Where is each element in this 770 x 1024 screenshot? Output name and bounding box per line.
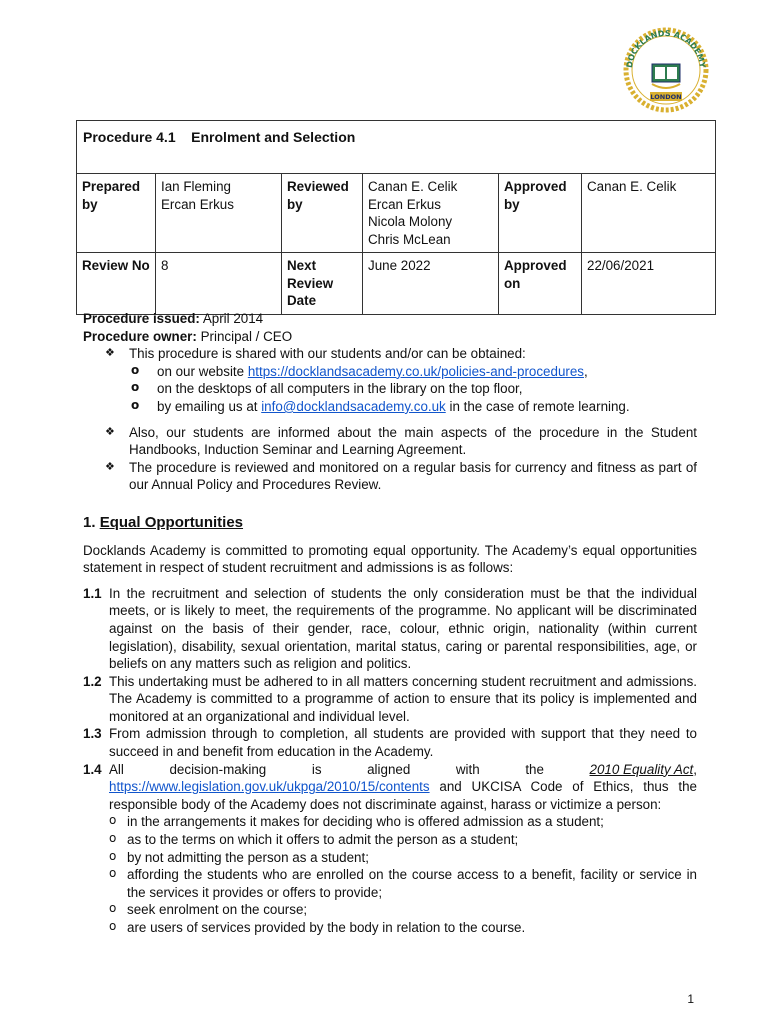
list-item: ❖ The procedure is reviewed and monitored on a regular basis for currency and fitness as part of our Annual Policy and Procedures Review.	[105, 459, 697, 494]
equality-act-title: 2010 Equality Act	[589, 761, 694, 777]
procedure-issued: Procedure issued: April 2014	[83, 311, 264, 326]
list-item: o are users of services provided by the body in relation to the course.	[109, 919, 697, 937]
docklands-academy-logo	[618, 22, 714, 114]
approved-on-label: Approved on	[499, 253, 582, 315]
next-review-label: Next Review Date	[282, 253, 363, 315]
policies-link[interactable]: https://docklandsacademy.co.uk/policies-and-procedures	[247, 363, 584, 379]
logo-arc-bottom: LONDON	[650, 93, 682, 101]
availability-list	[83, 345, 697, 363]
clause-1-4-first-line: All decision-making is aligned with the 2010 Equality Act,	[109, 761, 697, 777]
list-item: o affording the students who are enrolled on the course access to a benefit, facility or service in the services it provides or offers to provide;	[109, 866, 697, 901]
prepared-by-label: Prepared by	[77, 174, 156, 253]
list-item: ❖ This procedure is shared with our students and/or can be obtained:	[105, 345, 697, 363]
reviewed-by-label: Reviewed by	[282, 174, 363, 253]
procedure-owner: Procedure owner: Principal / CEO	[83, 328, 293, 344]
approved-by-label: Approved by	[499, 174, 582, 253]
list-item: ❖ Also, our students are informed about the main aspects of the procedure in the Student Handbooks, Induction Seminar and Learning Agreement.	[105, 424, 697, 459]
review-no-value: 8	[156, 253, 282, 315]
section-heading: 1. Equal Opportunities	[83, 513, 244, 531]
list-item: o on our website https://docklandsacademy.co.uk/policies-and-procedures,	[131, 363, 697, 381]
next-review-value: June 2022	[363, 253, 499, 315]
clause-1-4: 1.4 All decision-making is aligned with the 2010 Equality Act, https://www.legislation.gov.uk/ukpga/2010/15/contents and UKCISA Code of Ethics, thus the responsible body of the Academy does not discriminate against, harass or victimize a person:	[83, 761, 701, 812]
list-item: o as to the terms on which it offers to admit the person as a student;	[109, 831, 697, 849]
procedure-info-table	[76, 120, 716, 315]
page-number: 1	[687, 992, 694, 1006]
clause-1-3: 1.3 From admission through to completion, all students are provided with support that they need to succeed in and benefit from education in the Academy.	[83, 726, 697, 760]
review-no-label: Review No	[77, 253, 156, 315]
list-item: o seek enrolment on the course;	[109, 901, 697, 919]
list-item: o on the desktops of all computers in the library on the top floor,	[131, 380, 697, 398]
availability-sublist	[83, 363, 697, 416]
info-list	[83, 424, 697, 494]
approved-on-value: 22/06/2021	[582, 253, 716, 315]
approved-by-value: Canan E. Celik	[582, 174, 716, 253]
logo-arc-top: DOCKLANDS ACADEMY	[624, 28, 708, 69]
clause-1-1: 1.1 In the recruitment and selection of students the only consideration must be that the individual meets, or is likely to meet, the requirements of the programme. No applicant will be discriminated against on the basis of their gender, race, colour, ethnic origin, nationality (within current legislation), disability, sexual orientation, marital status, caring or parental responsibilities, age, or beliefs on any matters such as religion and politics.	[83, 585, 697, 672]
legislation-link[interactable]: https://www.legislation.gov.uk/ukpga/2010/15/contents	[109, 779, 430, 795]
discrimination-list	[83, 813, 697, 936]
prepared-by-value: Ian Fleming Ercan Erkus	[156, 174, 282, 253]
list-item: o by not admitting the person as a student;	[109, 849, 697, 867]
section-lead: Docklands Academy is committed to promoting equal opportunity. The Academy’s equal opportunities statement in respect of student recruitment and admissions is as follows:	[83, 542, 697, 576]
reviewed-by-value: Canan E. Celik Ercan Erkus Nicola Molony Chris McLean	[363, 174, 499, 253]
list-item: o in the arrangements it makes for deciding who is offered admission as a student;	[109, 813, 697, 831]
procedure-title: Procedure 4.1 Enrolment and Selection	[77, 121, 716, 174]
clause-1-2: 1.2 This undertaking must be adhered to in all matters concerning student recruitment and admissions. The Academy is committed to a programme of action to ensure that its policy is implemented and monitored at an organizational and individual level.	[83, 673, 697, 724]
document-body	[83, 310, 701, 937]
list-item: o by emailing us at info@docklandsacademy.co.uk in the case of remote learning.	[131, 398, 697, 416]
email-link[interactable]: info@docklandsacademy.co.uk	[261, 398, 446, 414]
